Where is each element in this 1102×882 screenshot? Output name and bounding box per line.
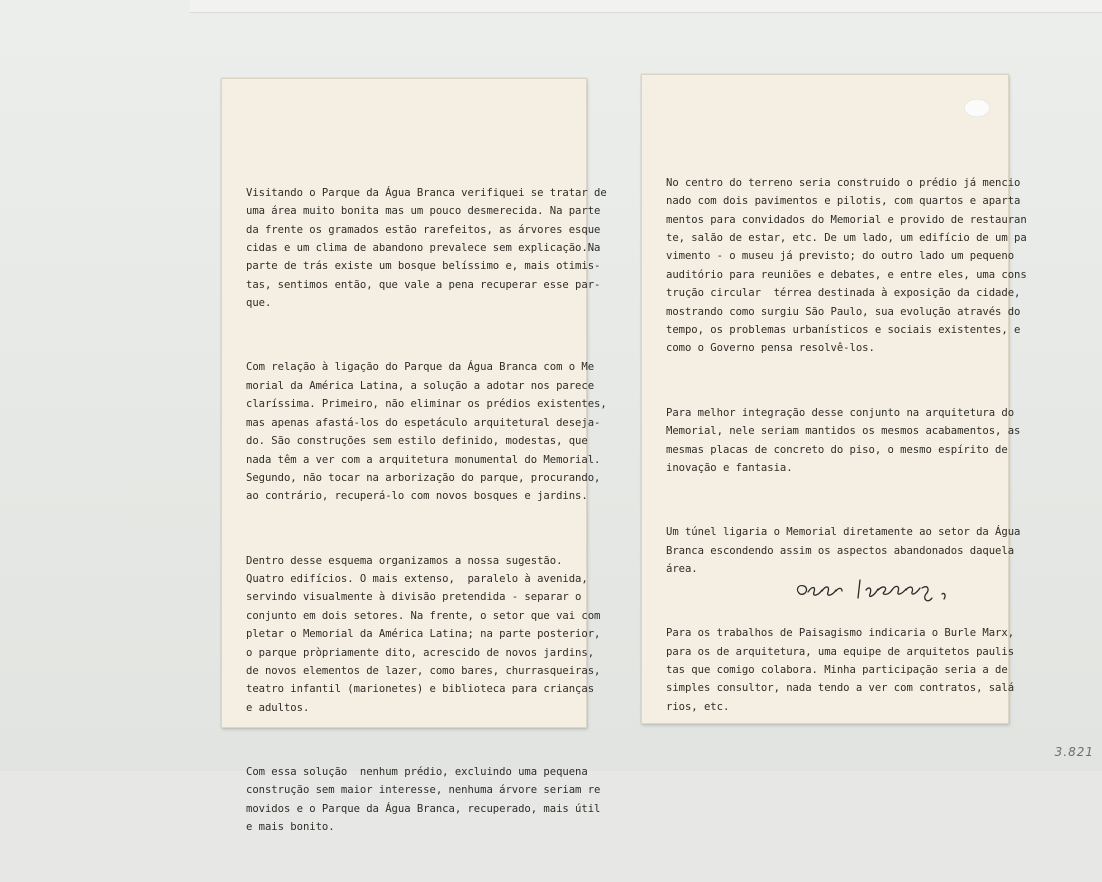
paragraph: Para melhor integração desse conjunto na arquitetura do Memorial, nele seriam mantidos os mesmos acabamentos, as mesmas placas de concreto do piso, o mesmo espírito de inovação e fantasia. <box>666 406 1021 474</box>
punch-hole <box>964 99 990 117</box>
paragraph: Um túnel ligaria o Memorial diretamente ao setor da Água Branca escondendo assim os aspectos abandonados daquela área. <box>666 526 1021 575</box>
paragraph: Para os trabalhos de Paisagismo indicaria o Burle Marx, para os de arquitetura, uma equipe de arquitetos paulis tas que comigo colabora. Minha participação seria a de simples consultor, nada tendo a ver com contratos, salá rios, etc. <box>666 627 1015 713</box>
paragraph: Com relação à ligação do Parque da Água Branca com o Me morial da América Latina, a solução a adotar nos parece claríssima. Primeiro, não eliminar os prédios existentes, mas apenas afastá-los do espetáculo arquitetural deseja- do. São construções sem estilo definido, modestas, que nada têm a ver com a arquitetura monumental do Memorial. Segundo, não tocar na arborização do parque, procurando, ao contrário, recuperá-lo com novos bosques e jardins. <box>246 361 607 503</box>
archive-pencil-mark: 3.821 <box>1054 745 1094 759</box>
left-page-text <box>246 147 607 882</box>
paragraph: Visitando o Parque da Água Branca verifiquei se tratar de uma área muito bonita mas um pouco desmerecida. Na parte da frente os gramados estão rarefeitos, as árvores esque cidas e um clima de abandono prevalece sem explicação.Na parte de trás existe um bosque belíssimo e, mais otimis- tas, sentimos então, que vale a pena recuperar esse par- que. <box>246 186 607 310</box>
left-typed-page <box>221 78 607 834</box>
board-top-edge <box>190 0 1102 13</box>
paragraph: Dentro desse esquema organizamos a nossa sugestão. Quatro edifícios. O mais extenso, paralelo à avenida, servindo visualmente à divisão pretendida - separar o conjunto em dois setores. Na frente, o setor que vai com pletar o Memorial da América Latina; na parte posterior, o parque pròpriamente dito, acrescido de novos jardins, de novos elementos de lazer, como bares, churrasqueiras, teatro infantil (marionetes) e biblioteca para crianças e adultos. <box>246 554 601 714</box>
paragraph: Com essa solução nenhum prédio, excluindo uma pequena construção sem maior interesse, nenhuma árvore seriam re movidos e o Parque da Água Branca, recuperado, mais útil e mais bonito. <box>246 766 601 834</box>
right-typed-page <box>641 74 1027 724</box>
right-page-text <box>666 137 1027 762</box>
handwritten-signature <box>792 572 982 612</box>
paragraph: No centro do terreno seria construido o prédio já mencio nado com dois pavimentos e pilotis, com quartos e aparta mentos para convidados do Memorial e provido de restauran te, salão de estar, etc. De um lado, um edifício de um pa vimento - o museu já previsto; do outro lado um pequeno auditório para reuniões e debates, e entre eles, uma cons trução circular térrea destinada à exposição da cidade, mostrando como surgiu São Paulo, sua evolução através do tempo, os problemas urbanísticos e sociais existentes, e como o Governo pensa resolvê-los. <box>666 176 1027 355</box>
